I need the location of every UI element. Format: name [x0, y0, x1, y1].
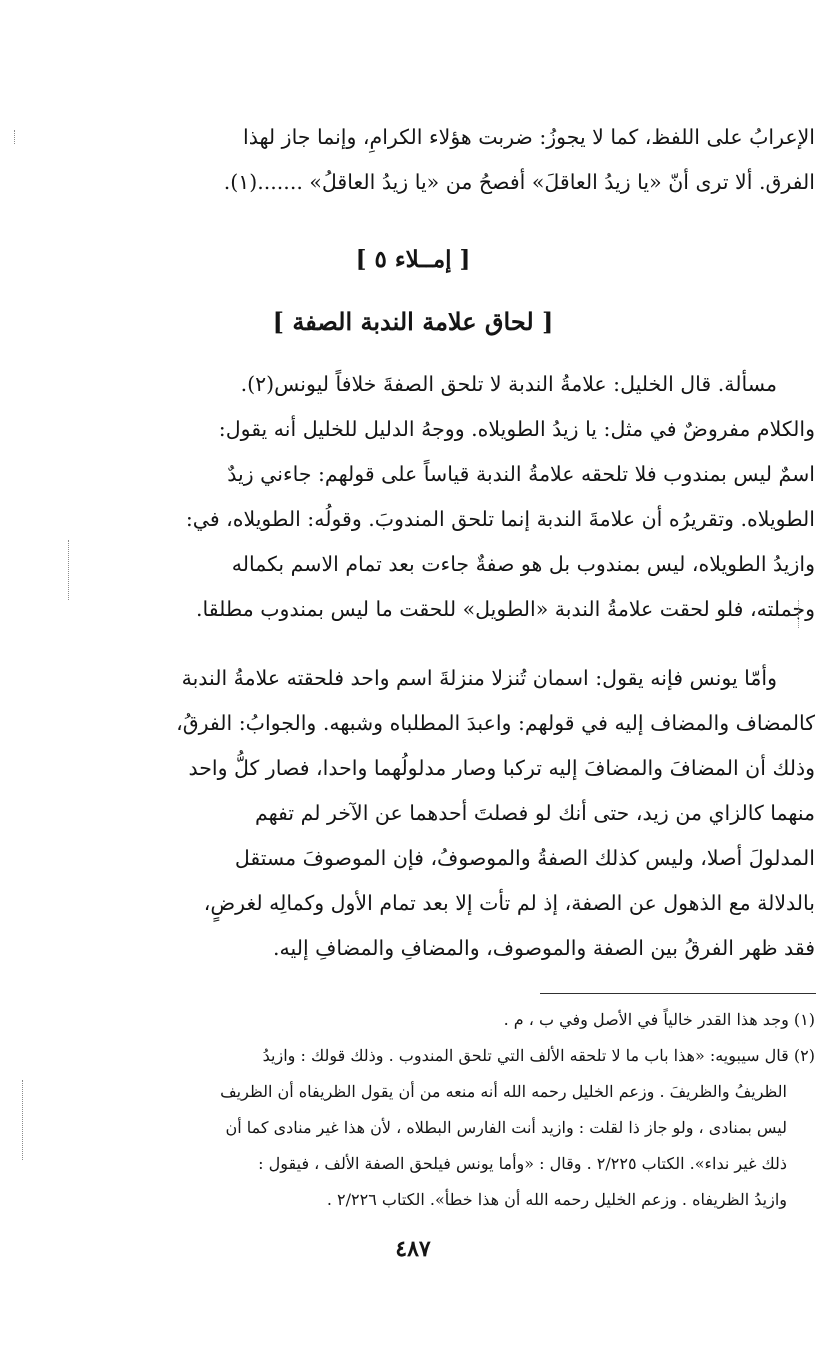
- text-line: وذلك أن المضافَ والمضافَ إليه تركبا وصار مدلولُهما واحدا، فصار كلُّ واحد: [188, 756, 815, 780]
- text-line: بالدلالة مع الذهول عن الصفة، إذ لم تأت إلا بعد تمام الأول وكمالِه لغرضٍ،: [203, 891, 815, 915]
- footnote-divider: [540, 993, 816, 994]
- text-line: وازيدُ الطويلاه، ليس بمندوب بل هو صفةٌ جاءت بعد تمام الاسم بكماله: [231, 552, 815, 576]
- scan-artifact: [14, 130, 15, 144]
- text-line: كالمضاف والمضاف إليه في قولهم: واعبدَ المطلباه وشبهه. والجوابُ: الفرقُ،: [176, 711, 815, 735]
- paragraph-2: [95, 656, 815, 971]
- text-line: الفرق. ألا ترى أنّ «يا زيدُ العاقلَ» أفصحُ من «يا زيدُ العاقلُ» .......(١).: [223, 170, 815, 194]
- text-line: اسمٌ ليس بمندوب فلا تلحقه علامةُ الندبة قياساً على قولهم: جاءني زيدٌ: [227, 462, 815, 486]
- section-heading: [ إمــلاء ٥ ]: [355, 246, 471, 273]
- text-line: وجملته، فلو لحقت علامةُ الندبة «الطويل» للحقت ما ليس بمندوب مطلقا.: [196, 597, 815, 621]
- footnote-line: الظريفُ والظريفَ . وزعم الخليل رحمه الله أنه منعه من أن يقول الظريفاه أن الظريف: [220, 1082, 787, 1101]
- text-line: وأمّا يونس فإنه يقول: اسمان تُنزلا منزلةَ اسم واحد فلحقته علامةُ الندبة: [181, 666, 777, 690]
- page-number: ٤٨٧: [395, 1236, 431, 1262]
- intro-paragraph: [95, 115, 815, 205]
- footnote-line: (١) وجد هذا القدر خالياً في الأصل وفي ب ، م .: [503, 1010, 815, 1029]
- scan-artifact: [22, 1080, 23, 1160]
- footnote-line: ليس بمنادى ، ولو جاز ذا لقلت : وازيد أنت الفارس البطلاه ، لأن هذا غير منادى كما أن: [225, 1118, 787, 1137]
- footnote-line: وازيدُ الظريفاه . وزعم الخليل رحمه الله أن هذا خطأ». الكتاب ٢/٢٢٦ .: [326, 1190, 787, 1209]
- text-line: الإعرابُ على اللفظ، كما لا يجوزُ: ضربت هؤلاء الكرامِ، وإنما جاز لهذا: [243, 125, 815, 149]
- text-line: والكلام مفروضٌ في مثل: يا زيدُ الطويلاه. ووجهُ الدليل للخليل أنه يقول:: [218, 417, 815, 441]
- paragraph-1: [95, 362, 815, 632]
- footnotes: [95, 1002, 815, 1218]
- text-line: الطويلاه. وتقريرُه أن علامةَ الندبة إنما تلحق المندوبَ. وقولُه: الطويلاه، في:: [185, 507, 815, 531]
- text-line: فقد ظهر الفرقُ بين الصفة والموصوف، والمضافِ والمضافِ إليه.: [273, 936, 815, 960]
- footnote-line: ذلك غير نداء». الكتاب ٢/٢٢٥ . وقال : «وأما يونس فيلحق الصفة الألف ، فيقول :: [258, 1154, 787, 1173]
- text-line: منهما كالزاي من زيد، حتى أنك لو فصلتَ أحدهما عن الآخر لم تفهم: [254, 801, 815, 825]
- footnote-line: (٢) قال سيبويه: «هذا باب ما لا تلحقه الألف التي تلحق المندوب . وذلك قولك : وازيدُ: [262, 1046, 815, 1065]
- text-line: المدلولَ أصلا، وليس كذلك الصفةُ والموصوفُ، فإن الموصوفَ مستقل: [234, 846, 815, 870]
- scan-artifact: [798, 600, 799, 628]
- scan-artifact: [68, 540, 69, 600]
- text-line: مسألة. قال الخليل: علامةُ الندبة لا تلحق الصفةَ خلافاً ليونس(٢).: [240, 372, 777, 396]
- section-title: [ لحاق علامة الندبة الصفة ]: [272, 307, 554, 336]
